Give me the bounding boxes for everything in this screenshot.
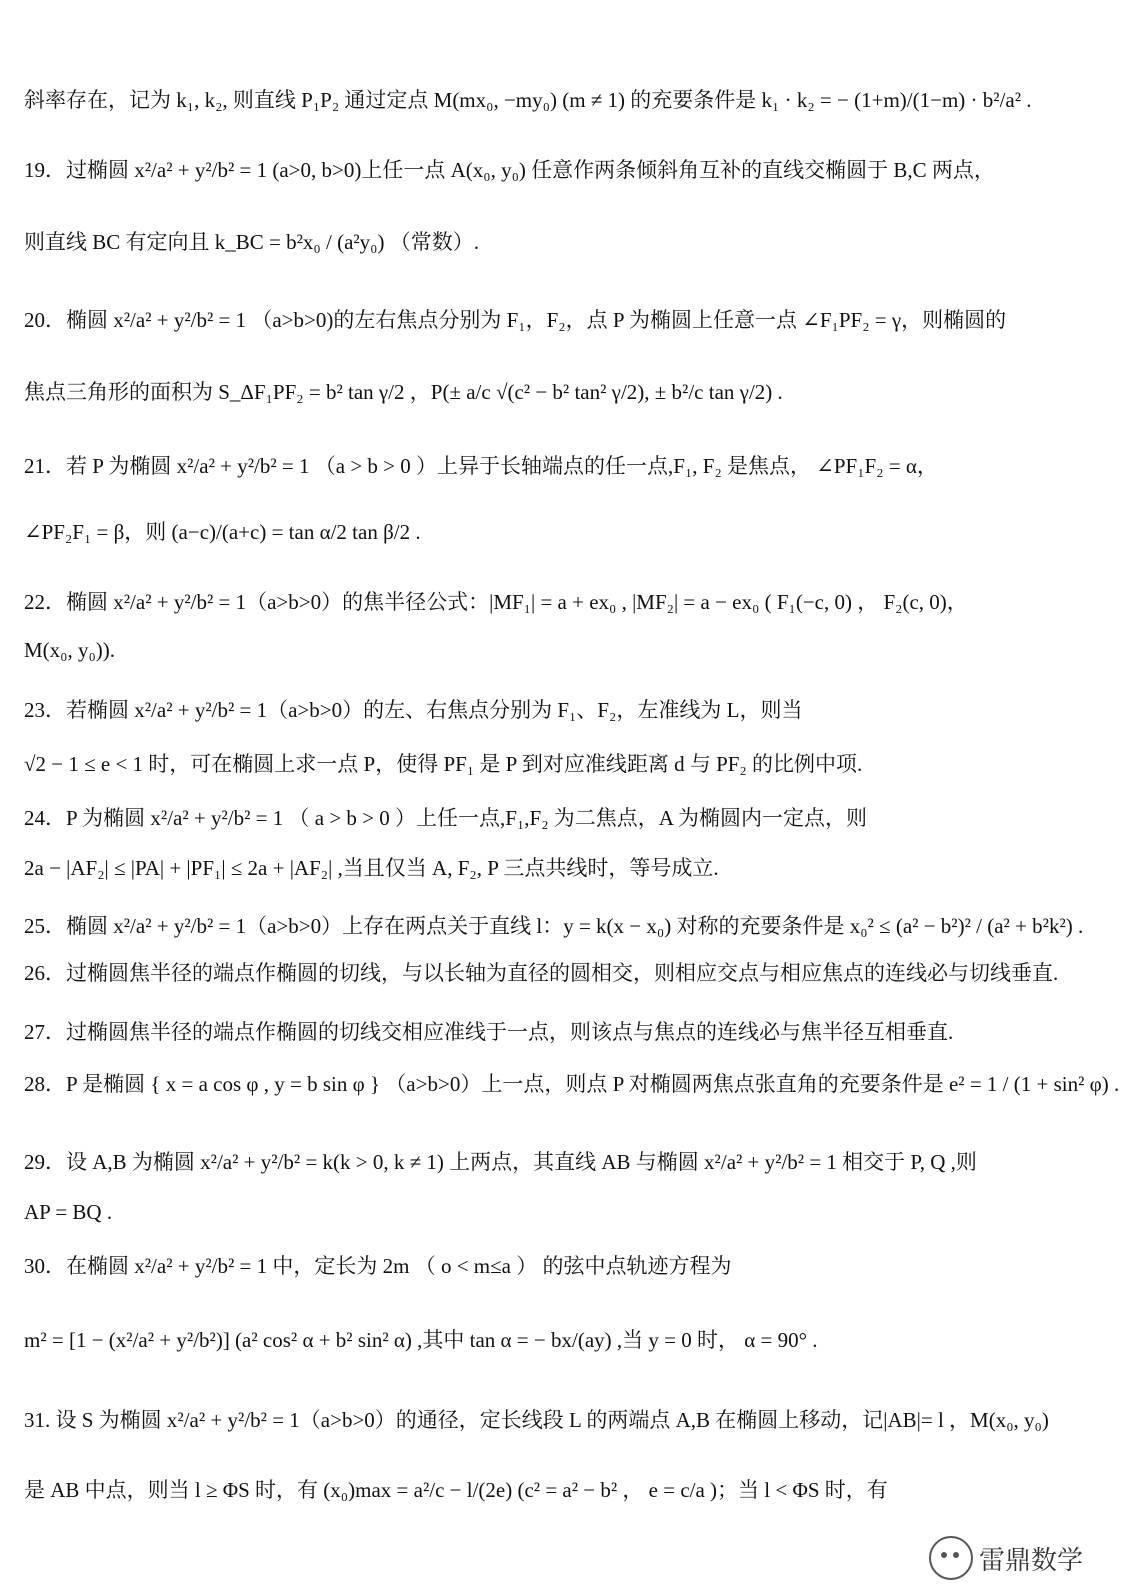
item-22-line-1: 22．椭圆 x²/a² + y²/b² = 1（a>b>0）的焦半径公式：|MF₁| = a + ex₀ , |MF₂| = a − ex₀ ( F₁(−c, 0) ， F₂(c, 0)， (24, 590, 968, 614)
item-23-line-1: 23．若椭圆 x²/a² + y²/b² = 1（a>b>0）的左、右焦点分别为 F₁、F₂，左准线为 L，则当 (24, 698, 803, 722)
watermark-text: 雷鼎数学 (978, 1545, 1083, 1576)
item-19-line-1: 19．过椭圆 x²/a² + y²/b² = 1 (a>0, b>0)上任一点 A(x₀, y₀) 任意作两条倾斜角互补的直线交椭圆于 B,C 两点， (24, 158, 995, 182)
item-23-line-2: √2 − 1 ≤ e < 1 时，可在椭圆上求一点 P，使得 PF₁ 是 P 到对应准线距离 d 与 PF₂ 的比例中项. (24, 752, 863, 776)
item-30-line-1: 30．在椭圆 x²/a² + y²/b² = 1 中，定长为 2m （ o < m≤a ） 的弦中点轨迹方程为 (24, 1254, 732, 1278)
item-24-line-1: 24．P 为椭圆 x²/a² + y²/b² = 1 （ a > b > 0 ）上任一点,F₁,F₂ 为二焦点，A 为椭圆内一定点，则 (24, 806, 868, 830)
item-28-line: 28．P 是椭圆 { x = a cos φ , y = b sin φ } （a>b>0）上一点，则点 P 对椭圆两焦点张直角的充要条件是 e² = 1 / (1 + sin² φ) . (24, 1072, 1120, 1096)
item-27-text: 27．过椭圆焦半径的端点作椭圆的切线交相应准线于一点，则该点与焦点的连线必与焦半径互相垂直. (24, 1020, 954, 1044)
item-26-text: 26．过椭圆焦半径的端点作椭圆的切线，与以长轴为直径的圆相交，则相应交点与相应焦点的连线必与切线垂直. (24, 961, 1059, 985)
item-31-line-1: 31. 设 S 为椭圆 x²/a² + y²/b² = 1（a>b>0）的通径，定长线段 L 的两端点 A,B 在椭圆上移动，记|AB|= l ，M(x₀, y₀) (24, 1408, 1049, 1432)
item-21-line-2: ∠PF₂F₁ = β，则 (a−c)/(a+c) = tan α/2 tan β/2 . (24, 520, 421, 544)
item-29-line-1: 29．设 A,B 为椭圆 x²/a² + y²/b² = k(k > 0, k ≠ 1) 上两点，其直线 AB 与椭圆 x²/a² + y²/b² = 1 相交于 P, Q ,则 (24, 1150, 977, 1174)
item-31-line-2: 是 AB 中点，则当 l ≥ ΦS 时，有 (x₀)max = a²/c − l/(2e) (c² = a² − b² ， e = c/a )；当 l < ΦS 时，有 (24, 1478, 888, 1502)
item-22-line-2: M(x₀, y₀)). (24, 638, 116, 662)
item-19-line-2: 则直线 BC 有定向且 k_BC = b²x₀ / (a²y₀) （常数）. (24, 230, 479, 254)
item-29-line-2: AP = BQ . (24, 1200, 113, 1224)
item-24-line-2: 2a − |AF₂| ≤ |PA| + |PF₁| ≤ 2a + |AF₂| ,当且仅当 A, F₂, P 三点共线时，等号成立. (24, 856, 719, 880)
item-25-line: 25．椭圆 x²/a² + y²/b² = 1（a>b>0）上存在两点关于直线 l：y = k(x − x₀) 对称的充要条件是 x₀² ≤ (a² − b²)² / (a² + b²k²) . (24, 914, 1084, 938)
wechat-icon (929, 1536, 973, 1580)
watermark (929, 1536, 1083, 1580)
item-21-line-1: 21．若 P 为椭圆 x²/a² + y²/b² = 1 （a > b > 0 ）上异于长轴端点的任一点,F₁, F₂ 是焦点， ∠PF₁F₂ = α， (24, 454, 938, 478)
item-20-line-1: 20．椭圆 x²/a² + y²/b² = 1 （a>b>0)的左右焦点分别为 F₁，F₂，点 P 为椭圆上任意一点 ∠F₁PF₂ = γ，则椭圆的 (24, 308, 1007, 332)
item-30-line-2: m² = [1 − (x²/a² + y²/b²)] (a² cos² α + b² sin² α) ,其中 tan α = − bx/(ay) ,当 y = 0 时， α = 90° . (24, 1328, 818, 1352)
item-20-line-2: 焦点三角形的面积为 S_ΔF₁PF₂ = b² tan γ/2 ，P(± a/c √(c² − b² tan² γ/2), ± b²/c tan γ/2) . (24, 380, 783, 404)
text-line-18-tail: 斜率存在，记为 k₁, k₂, 则直线 P₁P₂ 通过定点 M(mx₀, −my₀) (m ≠ 1) 的充要条件是 k₁ · k₂ = − (1+m)/(1−m) · b²/a² . (24, 88, 1032, 112)
